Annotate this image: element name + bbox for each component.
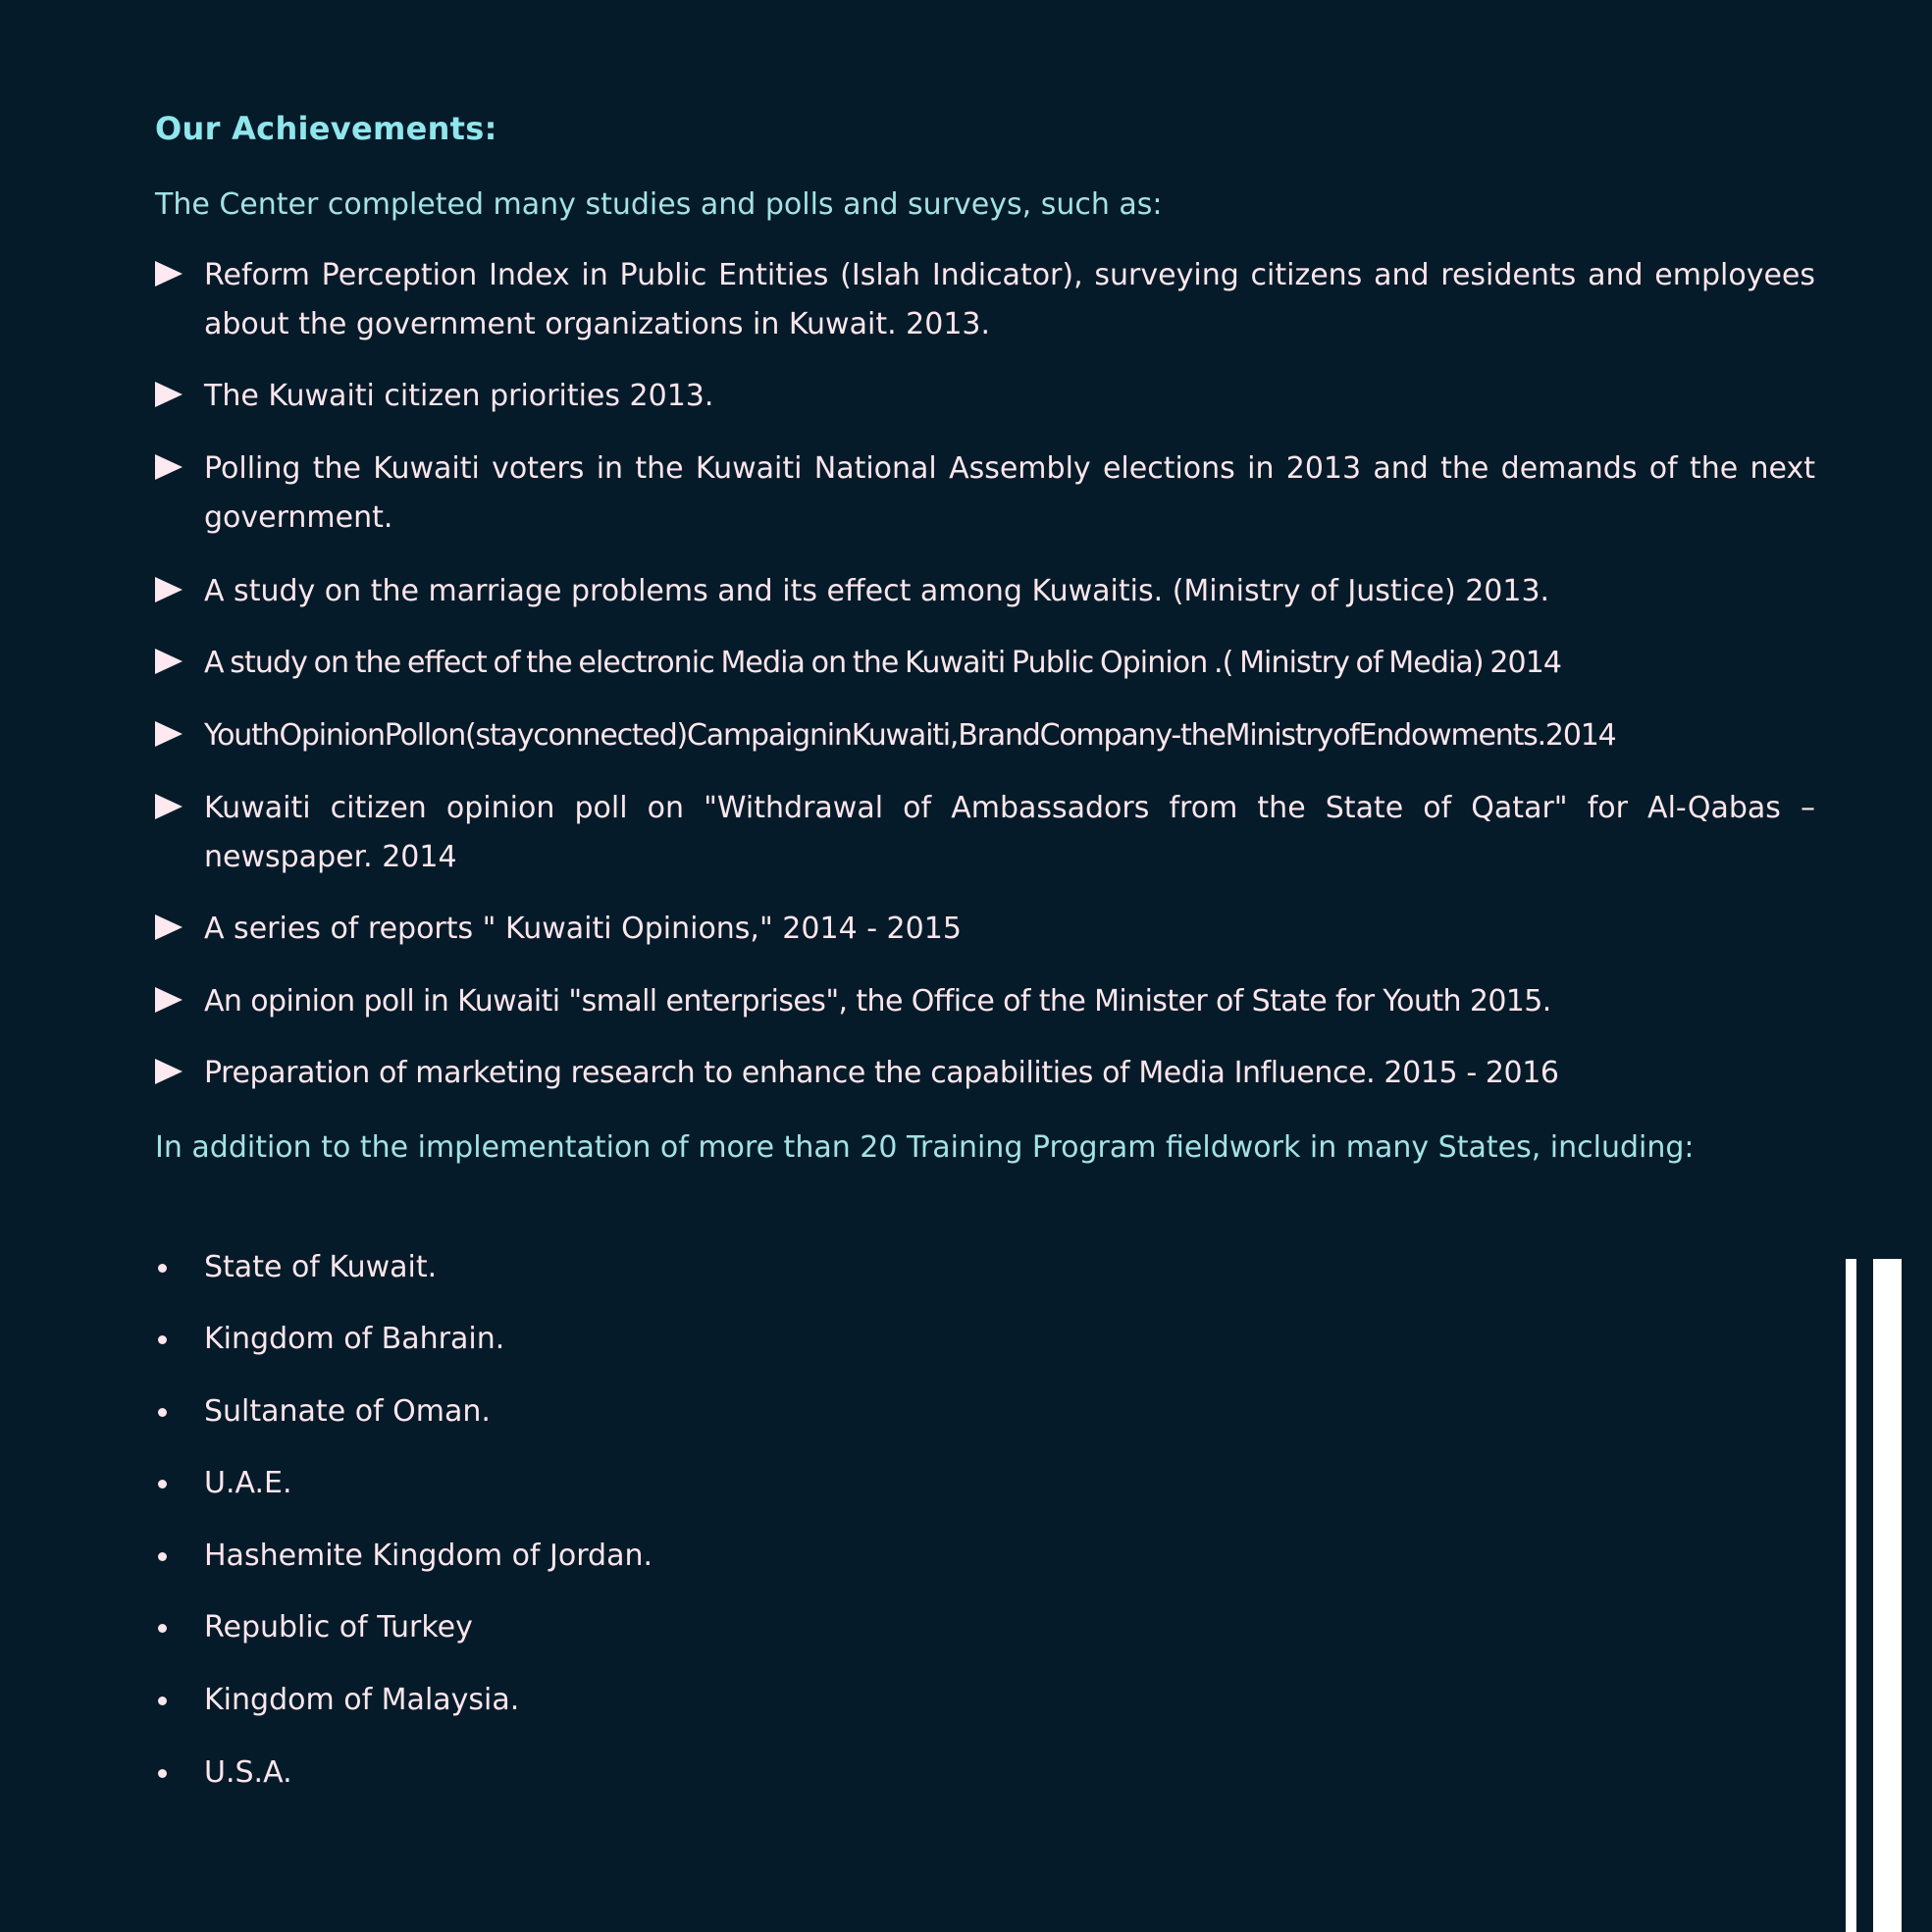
triangle-right-icon xyxy=(155,721,183,747)
achievement-text: A study on the effect of the electronic Media on the Kuwaiti Public Opinion .( Ministry of Media) 2014 xyxy=(204,646,1562,680)
bullet-dot-icon xyxy=(158,1335,167,1344)
triangle-right-icon xyxy=(155,649,183,674)
bullet-dot-icon xyxy=(158,1408,167,1417)
achievement-text: A study on the marriage problems and its effect among Kuwaitis. (Ministry of Justice) 2013. xyxy=(204,574,1550,608)
training-paragraph: In addition to the implementation of more than 20 Training Program fieldwork in many States, including: xyxy=(155,1130,1695,1165)
bullet-dot-icon xyxy=(158,1480,167,1488)
triangle-right-icon xyxy=(155,1059,183,1084)
achievement-text: YouthOpinionPollon(stayconnected)CampaigninKuwaiti,BrandCompany-theMinistryofEndowments.2014 xyxy=(204,718,1616,753)
achievement-text: The Kuwaiti citizen priorities 2013. xyxy=(204,379,714,413)
page-title: Our Achievements: xyxy=(155,110,497,147)
country-name: Kingdom of Bahrain. xyxy=(204,1322,505,1356)
country-name: U.A.E. xyxy=(204,1466,292,1500)
achievement-text: Preparation of marketing research to enhance the capabilities of Media Influence. 2015 - 2016 xyxy=(204,1056,1559,1090)
country-name: State of Kuwait. xyxy=(204,1250,438,1284)
triangle-right-icon xyxy=(155,454,183,480)
triangle-right-icon xyxy=(155,382,183,407)
triangle-right-icon xyxy=(155,261,183,287)
bullet-dot-icon xyxy=(158,1264,167,1273)
bullet-dot-icon xyxy=(158,1769,167,1778)
country-name: Republic of Turkey xyxy=(204,1610,473,1645)
achievement-text: Kuwaiti citizen opinion poll on "Withdrawal of Ambassadors from the State of Qatar" for Al-Qabas – newspaper. 2014 xyxy=(204,791,1815,874)
bullet-dot-icon xyxy=(158,1552,167,1561)
achievement-text: A series of reports " Kuwaiti Opinions," 2014 - 2015 xyxy=(204,912,962,946)
achievement-text: Reform Perception Index in Public Entities (Islah Indicator), surveying citizens and residents and employees about the government organizations in Kuwait. 2013. xyxy=(204,258,1815,341)
country-name: Hashemite Kingdom of Jordan. xyxy=(204,1539,653,1573)
decorative-bar-wide xyxy=(1873,1259,1902,1932)
country-name: Kingdom of Malaysia. xyxy=(204,1683,520,1717)
triangle-right-icon xyxy=(155,987,183,1013)
triangle-right-icon xyxy=(155,577,183,602)
bullet-dot-icon xyxy=(158,1624,167,1633)
intro-paragraph: The Center completed many studies and polls and surveys, such as: xyxy=(155,187,1163,222)
country-name: U.S.A. xyxy=(204,1755,292,1790)
decorative-bar-thin xyxy=(1846,1259,1856,1932)
country-name: Sultanate of Oman. xyxy=(204,1394,491,1429)
bullet-dot-icon xyxy=(158,1697,167,1705)
achievement-text: Polling the Kuwaiti voters in the Kuwaiti National Assembly elections in 2013 and the demands of the next government. xyxy=(204,451,1815,535)
achievement-text: An opinion poll in Kuwaiti "small enterprises", the Office of the Minister of State for Youth 2015. xyxy=(204,984,1551,1018)
triangle-right-icon xyxy=(155,794,183,819)
triangle-right-icon xyxy=(155,914,183,940)
